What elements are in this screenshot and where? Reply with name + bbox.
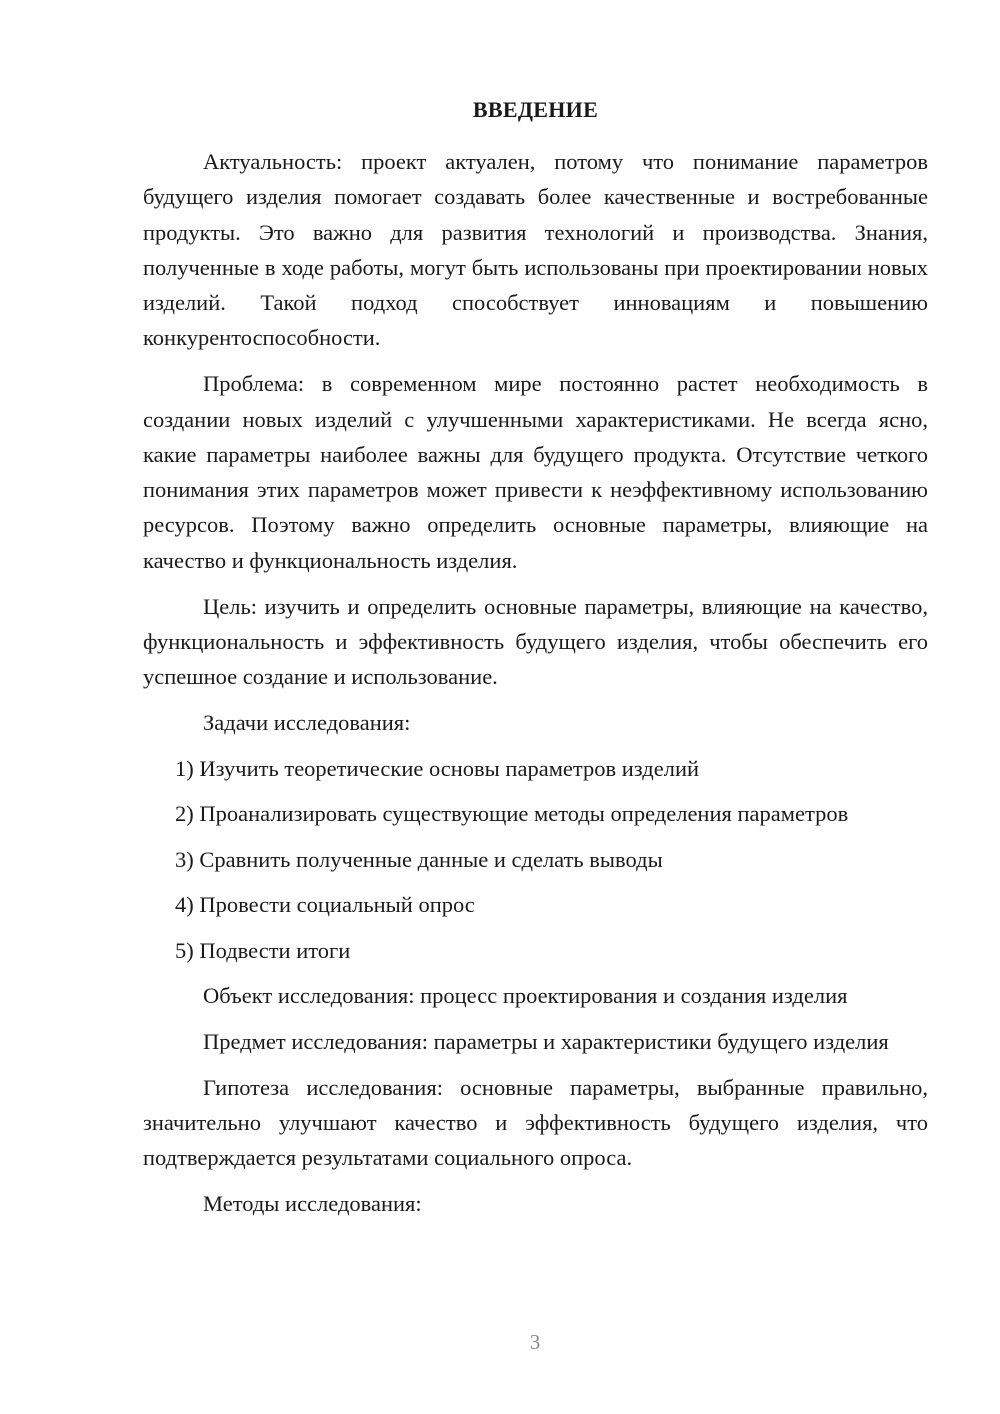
object-paragraph: Объект исследования: процесс проектирования и создания изделия bbox=[203, 983, 848, 1009]
subject-paragraph: Предмет исследования: параметры и характеристики будущего изделия bbox=[203, 1028, 889, 1054]
goal-paragraph: Цель: изучить и определить основные параметры, влияющие на качество, функциональность и эффективность будущего изделия, чтобы обеспечить его успешное создание и использование. bbox=[143, 593, 928, 690]
problem-paragraph: Проблема: в современном мире постоянно растет необходимость в создании новых изделий с улучшенными характеристиками. Не всегда ясно, какие параметры наиболее важны для будущего продукта. Отсутствие четкого понимания этих параметров может привести к неэффективному использованию ресурсов. Поэтому важно определить основные параметры, влияющие на качество и функциональность изделия. bbox=[143, 371, 928, 573]
task-item: 3) Сравнить полученные данные и сделать выводы bbox=[175, 846, 663, 872]
tasks-heading: Задачи исследования: bbox=[203, 709, 411, 735]
hypothesis-paragraph: Гипотеза исследования: основные параметры, выбранные правильно, значительно улучшают качество и эффективность будущего изделия, что подтверждается результатами социального опроса. bbox=[143, 1074, 928, 1171]
page-number: 3 bbox=[529, 1330, 541, 1354]
relevance-paragraph: Актуальность: проект актуален, потому что понимание параметров будущего изделия помогает создавать более качественные и востребованные продукты. Это важно для развития технологий и производства. Знания, полученные в ходе работы, могут быть использованы при проектировании новых изделий. Такой подход способствует инновациям и повышению конкурентоспособности. bbox=[143, 149, 928, 351]
section-title: ВВЕДЕНИЕ bbox=[472, 97, 599, 122]
task-item: 5) Подвести итоги bbox=[175, 937, 351, 963]
task-item: 4) Провести социальный опрос bbox=[175, 892, 475, 918]
task-item: 1) Изучить теоретические основы параметров изделий bbox=[175, 755, 700, 781]
task-item: 2) Проанализировать существующие методы определения параметров bbox=[175, 801, 849, 827]
document-page bbox=[143, 95, 928, 1232]
methods-heading: Методы исследования: bbox=[203, 1191, 422, 1217]
